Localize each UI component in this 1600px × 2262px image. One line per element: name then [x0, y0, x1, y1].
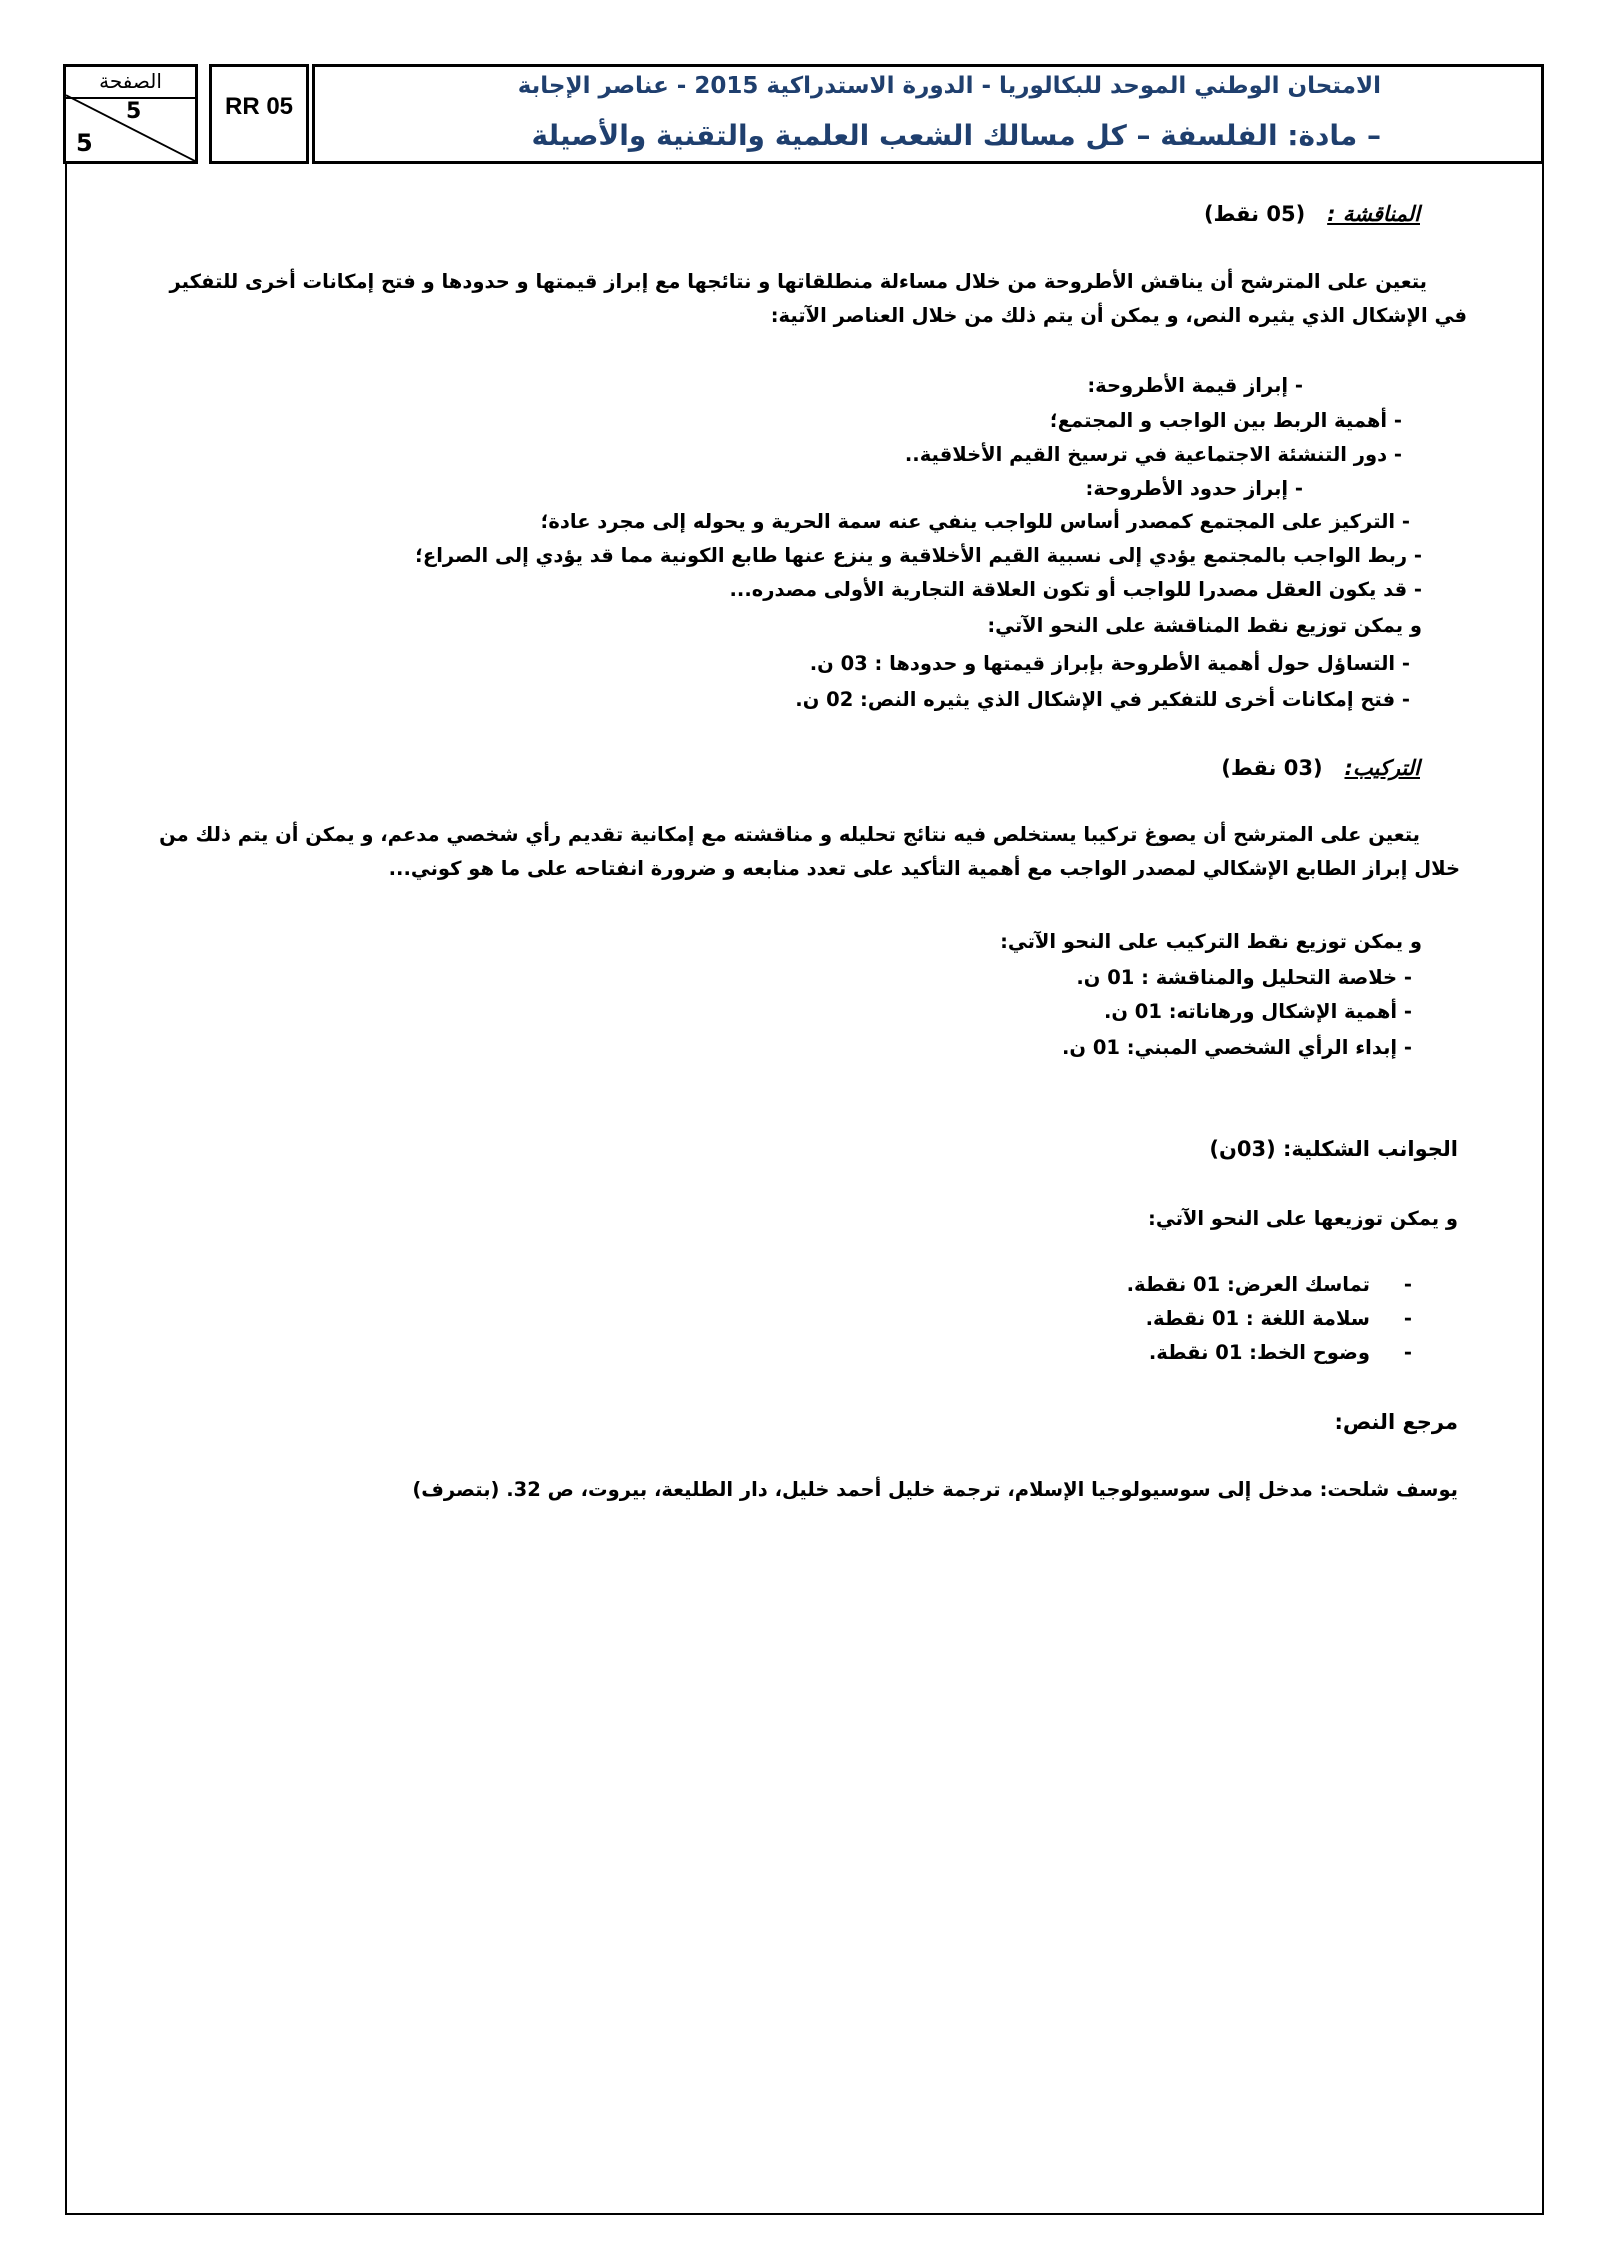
synthesis-heading: التركيب: [1344, 756, 1420, 780]
discussion-item: - التركيز على المجتمع كمصدر أساس للواجب ينفي عنه سمة الحرية و يحوله إلى مجرد عادة؛ [540, 510, 1410, 533]
title-box [312, 64, 1544, 164]
discussion-item: - ربط الواجب بالمجتمع يؤدي إلى نسبية القيم الأخلاقية و ينزع عنها طابع الكونية مما قد يؤدي إلى الصراع؛ [415, 544, 1422, 567]
page-border [65, 164, 1544, 2215]
discussion-item: - إبراز قيمة الأطروحة: [1087, 374, 1303, 397]
exam-code-box [209, 64, 309, 164]
discussion-item: - التساؤل حول أهمية الأطروحة بإبراز قيمتها و حدودها : 03 ن. [809, 652, 1410, 675]
page-total: 5 [76, 129, 93, 157]
discussion-item: - أهمية الربط بين الواجب و المجتمع؛ [1049, 409, 1402, 432]
formal-item: - وضوح الخط: 01 نقطة. [1148, 1341, 1412, 1364]
formal-item: - تماسك العرض: 01 نقطة. [1126, 1273, 1412, 1296]
subject-title: – مادة: الفلسفة – كل مسالك الشعب العلمية والتقنية والأصيلة [531, 119, 1381, 152]
formal-intro: و يمكن توزيعها على النحو الآتي: [1148, 1207, 1458, 1230]
formal-item: - سلامة اللغة : 01 نقطة. [1145, 1307, 1412, 1330]
page-number-box [63, 64, 198, 164]
discussion-distribution-intro: و يمكن توزيع نقط المناقشة على النحو الآتي: [987, 614, 1422, 637]
synthesis-heading-row [1221, 756, 1420, 780]
discussion-item: - دور التنشئة الاجتماعية في ترسيخ القيم الأخلاقية.. [904, 443, 1402, 466]
discussion-heading: المناقشة : [1327, 202, 1420, 226]
synthesis-item: - أهمية الإشكال ورهاناته: 01 ن. [1103, 1000, 1412, 1023]
discussion-item: - فتح إمكانات أخرى للتفكير في الإشكال الذي يثيره النص: 02 ن. [795, 688, 1410, 711]
discussion-intro: يتعين على المترشح أن يناقش الأطروحة من خلال مساءلة منطلقاتها و نتائجها مع إبراز قيمتها و حدودها و فتح إمكانات أخرى للتفكير في الإشكال الذي يثيره النص، و يمكن أن يتم ذلك من خلال العناصر الآتية: [169, 270, 1467, 327]
synthesis-points: (03 نقط) [1221, 756, 1323, 780]
exam-title: الامتحان الوطني الموحد للبكالوريا - الدورة الاستدراكية 2015 - عناصر الإجابة [517, 73, 1381, 99]
page-current: 5 [126, 99, 142, 124]
reference-text: يوسف شلحت: مدخل إلى سوسيولوجيا الإسلام، ترجمة خليل أحمد خليل، دار الطليعة، بيروت، ص 32. (بتصرف) [412, 1478, 1458, 1501]
synthesis-distribution-intro: و يمكن توزيع نقط التركيب على النحو الآتي: [1000, 930, 1422, 953]
discussion-points: (05 نقط) [1203, 202, 1306, 226]
discussion-item: - قد يكون العقل مصدرا للواجب أو تكون العلاقة التجارية الأولى مصدره... [729, 578, 1422, 601]
discussion-item: - إبراز حدود الأطروحة: [1085, 477, 1303, 500]
page-label: الصفحة [99, 69, 162, 93]
discussion-heading-row [1204, 202, 1420, 226]
synthesis-item: - خلاصة التحليل والمناقشة : 01 ن. [1076, 966, 1412, 989]
synthesis-intro: يتعين على المترشح أن يصوغ تركيبا يستخلص فيه نتائج تحليله و مناقشته مع إمكانية تقديم رأي شخصي مدعم، و يمكن أن يتم ذلك من خلال إبراز الطابع الإشكالي لمصدر الواجب مع أهمية التأكيد على تعدد منابعه و ضرورة انفتاحه على ما هو كوني... [159, 823, 1460, 880]
reference-heading: مرجع النص: [1334, 1410, 1458, 1434]
formal-heading: الجوانب الشكلية: (03ن) [1209, 1137, 1458, 1161]
exam-code: RR 05 [224, 93, 294, 120]
synthesis-item: - إبداء الرأي الشخصي المبني: 01 ن. [1061, 1036, 1412, 1059]
